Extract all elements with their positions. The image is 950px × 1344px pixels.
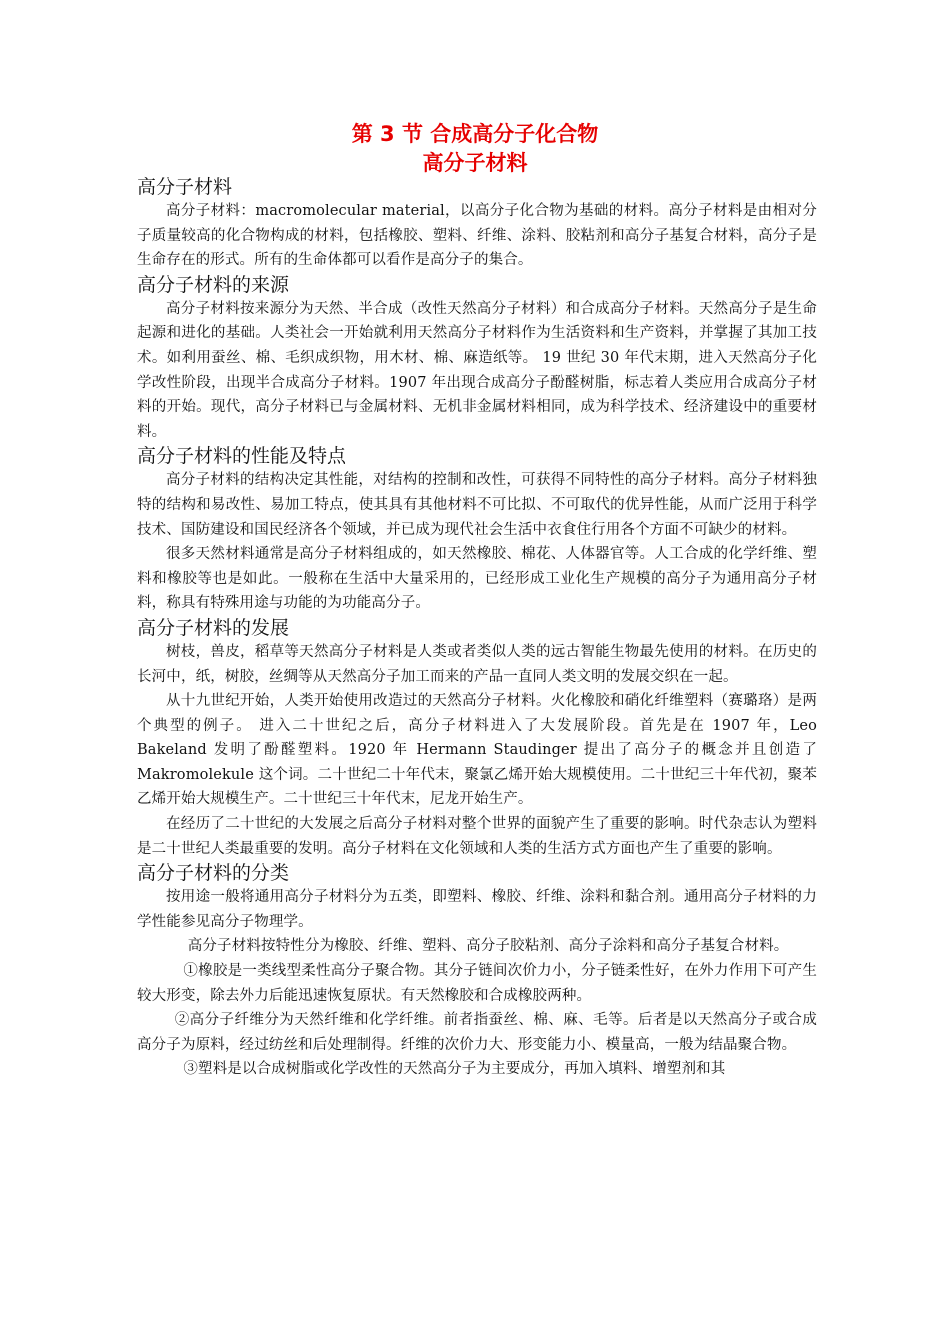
paragraph: 高分子材料按特性分为橡胶、纤维、塑料、高分子胶粘剂、高分子涂料和高分子基复合材料。: [187, 938, 789, 955]
paragraph: 高分子材料按来源分为天然、半合成（改性天然高分子材料）和合成高分子材料。天然高分子是生命起源和进化的基础。人类社会一开始就利用天然高分子材料作为生活资料和生产资料，并掌握了其加工技术。如利用蚕丝、棉、毛织成织物，用木材、棉、麻造纸等。 19 世纪 30 年代末期，进入天然高分子化学改性阶段，出现半合成高分子材料。1907 年出现合成高分子酚醛树脂，标志着人类应用合成高分子材料的开始。现代，高分子材料已与金属材料、无机非金属材料相同，成为科学技术、经济建设中的重要材料。: [137, 300, 817, 440]
document-body: [137, 175, 817, 1082]
paragraph: 在经历了二十世纪的大发展之后高分子材料对整个世界的面貌产生了重要的影响。时代杂志认为塑料是二十世纪人类最重要的发明。高分子材料在文化领域和人类的生活方式方面也产生了重要的影响。: [137, 816, 817, 857]
chapter-title: 第 3 节 合成高分子化合物: [351, 122, 599, 146]
title-block: [0, 120, 950, 178]
section-heading: 高分子材料的性能及特点: [137, 445, 347, 468]
paragraph: 从十九世纪开始，人类开始使用改造过的天然高分子材料。火化橡胶和硝化纤维塑料（赛璐珞）是两个典型的例子。 进入二十世纪之后，高分子材料进入了大发展阶段。首先是在 1907 年，Leo Bakeland 发明了酚醛塑料。1920 年 Hermann Staudinger 提出了高分子的概念并且创造了 Makromolekule 这个词。二十世纪二十年代末，聚氯乙烯开始大规模使用。二十世纪三十年代初，聚苯乙烯开始大规模生产。二十世纪三十年代末，尼龙开始生产。: [137, 693, 817, 808]
paragraph: 树枝，兽皮，稻草等天然高分子材料是人类或者类似人类的远古智能生物最先使用的材料。在历史的长河中，纸，树胶，丝绸等从天然高分子加工而来的产品一直同人类文明的发展交织在一起。: [137, 643, 817, 685]
section-heading: 高分子材料的来源: [137, 273, 290, 296]
paragraph: 按用途一般将通用高分子材料分为五类，即塑料、橡胶、纤维、涂料和黏合剂。通用高分子材料的力学性能参见高分子物理学。: [137, 889, 817, 930]
paragraph: 很多天然材料通常是高分子材料组成的，如天然橡胶、棉花、人体器官等。人工合成的化学纤维、塑料和橡胶等也是如此。一般称在生活中大量采用的，已经形成工业化生产规模的高分子为通用高分子材料，称具有特殊用途与功能的为功能高分子。: [137, 546, 817, 612]
list-item: ②高分子纤维分为天然纤维和化学纤维。前者指蚕丝、棉、麻、毛等。后者是以天然高分子或合成高分子为原料，经过纺丝和后处理制得。纤维的次价力大、形变能力小、模量高，一般为结晶聚合物。: [137, 1012, 817, 1053]
section-heading: 高分子材料的发展: [137, 616, 290, 639]
paragraph: 高分子材料：macromolecular material，以高分子化合物为基础的材料。高分子材料是由相对分子质量较高的化合物构成的材料，包括橡胶、塑料、纤维、涂料、胶粘剂和高分子基复合材料，高分子是生命存在的形式。所有的生命体都可以看作是高分子的集合。: [137, 203, 817, 269]
list-item: ③塑料是以合成树脂或化学改性的天然高分子为主要成分，再加入填料、增塑剂和其: [183, 1061, 726, 1078]
paragraph: 高分子材料的结构决定其性能，对结构的控制和改性，可获得不同特性的高分子材料。高分子材料独特的结构和易改性、易加工特点，使其具有其他材料不可比拟、不可取代的优异性能，从而广泛用于科学技术、国防建设和国民经济各个领域，并已成为现代社会生活中衣食住行用各个方面不可缺少的材料。: [137, 472, 817, 538]
section-heading: 高分子材料的分类: [137, 862, 290, 885]
document-subtitle: 高分子材料: [422, 151, 528, 175]
list-item: ①橡胶是一类线型柔性高分子聚合物。其分子链间次价力小，分子链柔性好，在外力作用下可产生较大形变，除去外力后能迅速恢复原状。有天然橡胶和合成橡胶两种。: [137, 963, 817, 1004]
section-heading: 高分子材料: [137, 176, 233, 198]
